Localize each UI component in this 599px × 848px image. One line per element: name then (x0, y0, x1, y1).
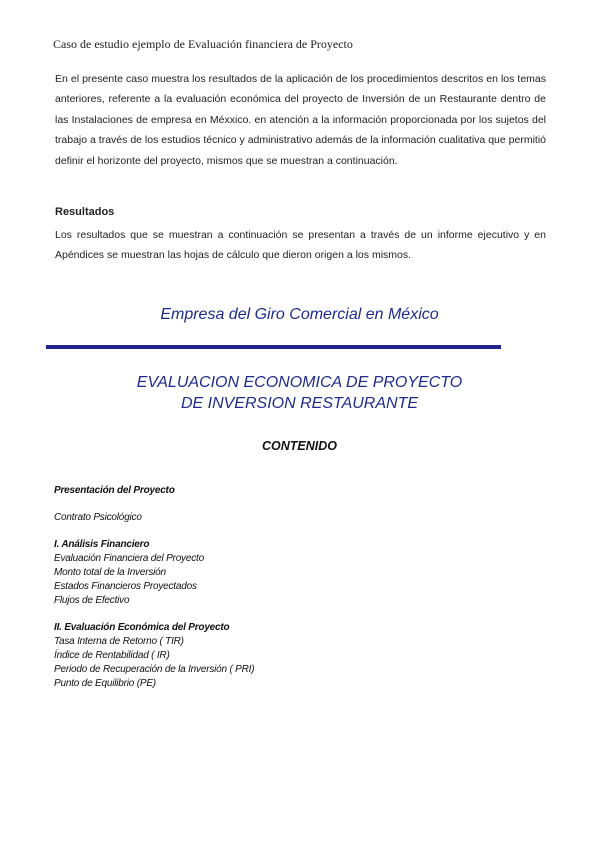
results-heading: Resultados (55, 206, 115, 218)
company-title: Empresa del Giro Comercial en México (160, 306, 439, 323)
toc-section-1-title: I. Análisis Financiero (54, 539, 150, 550)
toc-item: Tasa Interna de Retorno ( TIR) (54, 636, 184, 647)
evaluation-title-line-1: EVALUACION ECONOMICA DE PROYECTO (136, 374, 463, 391)
divider-rule (46, 345, 501, 349)
contents-heading: CONTENIDO (262, 439, 337, 453)
toc-contract: Contrato Psicológico (54, 512, 142, 523)
toc-item: Punto de Equilibrio (PE) (54, 678, 156, 689)
toc-item: Monto total de la Inversión (54, 567, 166, 578)
toc-item: Estados Financieros Proyectados (54, 581, 197, 592)
toc-section-1-list (54, 552, 204, 608)
toc-presentation: Presentación del Proyecto (54, 485, 175, 496)
results-paragraph: Los resultados que se muestran a continuación se presentan a través de un informe ejecutivo y en Apéndices se muestran las hojas de cálculo que dieron origen a los mismos. (55, 229, 546, 261)
evaluation-title-line-2: DE INVERSION RESTAURANTE (180, 395, 419, 412)
toc-section-2-list (54, 635, 254, 691)
toc-item: Flujos de Efectivo (54, 595, 130, 606)
toc-item: Evaluación Financiera del Proyecto (54, 553, 204, 564)
toc-section-2-title: II. Evaluación Económica del Proyecto (54, 622, 230, 633)
intro-paragraph: En el presente caso muestra los resultados de la aplicación de los procedimientos descritos en los temas anteriores, referente a la evaluación económica del proyecto de Inversión de un Restaurante dentro de las Instalaciones de empresa en Méxxico. en atención a la información proporcionada por los sujetos del trabajo a través de los estudios técnico y administrativo además de la información cualitativa que permitió definir el horizonte del proyecto, mismos que se muestran a continuación. (55, 73, 546, 167)
document-header: Caso de estudio ejemplo de Evaluación financiera de Proyecto (53, 37, 353, 51)
toc-item: Índice de Rentabilidad ( IR) (54, 650, 170, 661)
evaluation-title (0, 372, 599, 414)
toc-item: Periodo de Recuperación de la Inversión ( PRI) (54, 664, 255, 675)
